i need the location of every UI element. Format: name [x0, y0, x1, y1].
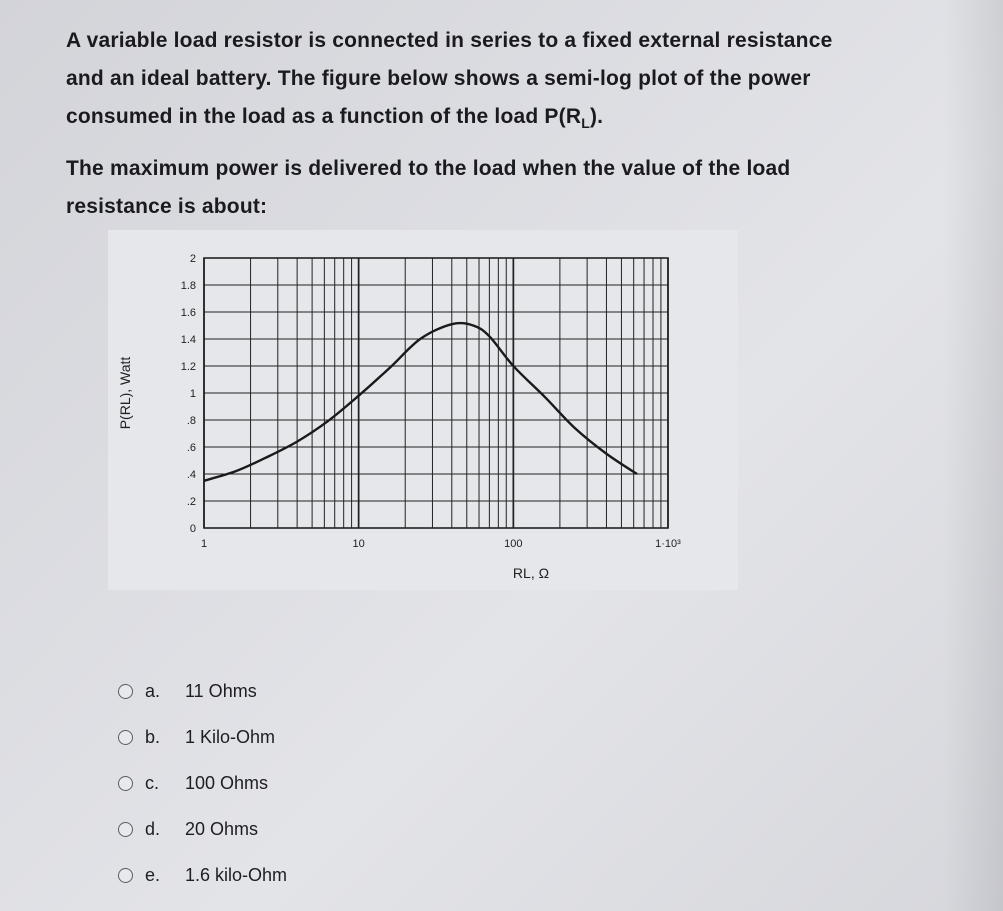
question-line-1: A variable load resistor is connected in series to a fixed external resistance	[66, 29, 833, 52]
question-line-3-subscript: L	[581, 115, 590, 132]
radio-icon[interactable]	[118, 684, 133, 699]
option-letter: b.	[145, 726, 161, 747]
y-tick-label: .6	[186, 442, 196, 454]
radio-icon[interactable]	[118, 776, 133, 791]
question-prompt-1: The maximum power is delivered to the load when the value of the load	[66, 157, 791, 181]
radio-icon[interactable]	[118, 822, 133, 837]
question-line-2: and an ideal battery. The figure below shows a semi-log plot of the power	[66, 67, 811, 90]
radio-icon[interactable]	[118, 730, 133, 745]
option-e[interactable]	[118, 852, 518, 898]
option-text: 20 Ohms	[185, 818, 259, 839]
y-tick-label: .4	[186, 469, 196, 481]
option-letter: d.	[145, 818, 161, 839]
question-line-3	[66, 98, 966, 142]
answer-options	[118, 668, 518, 898]
y-tick-label: 1	[189, 388, 196, 400]
y-tick-label: 1.2	[180, 361, 196, 373]
y-tick-label: .2	[186, 496, 196, 508]
power-plot-figure	[108, 230, 738, 590]
question-line-3-end: ).	[589, 105, 604, 128]
power-curve	[204, 323, 637, 481]
y-tick-label: 1.4	[180, 334, 196, 346]
x-tick-label: 100	[504, 538, 523, 550]
option-text: 1.6 kilo-Ohm	[185, 864, 288, 885]
option-d[interactable]	[118, 806, 518, 852]
question-line-3-text: consumed in the load as a function of the load P(R	[66, 105, 582, 128]
x-axis-label: RL, Ω	[512, 565, 550, 581]
x-tick-label: 1	[200, 538, 208, 550]
option-text: 100 Ohms	[185, 772, 269, 793]
option-text: 1 Kilo-Ohm	[185, 726, 276, 747]
radio-icon[interactable]	[118, 868, 133, 883]
option-letter: a.	[145, 680, 161, 701]
question-prompt-2: resistance is about:	[66, 195, 268, 219]
option-b[interactable]	[118, 714, 518, 760]
option-a[interactable]	[118, 668, 518, 714]
power-vs-load-chart	[108, 230, 738, 590]
y-axis-label: P(RL), Watt	[117, 356, 133, 430]
question-text	[66, 22, 966, 226]
option-c[interactable]	[118, 760, 518, 806]
y-tick-label: 1.8	[180, 280, 196, 292]
y-tick-label: .8	[186, 415, 196, 427]
option-letter: e.	[145, 864, 161, 885]
y-tick-label: 1.6	[180, 307, 196, 319]
option-letter: c.	[145, 772, 160, 793]
x-tick-label: 10	[352, 538, 365, 550]
option-text: 11 Ohms	[185, 680, 257, 701]
y-tick-label: 0	[189, 523, 196, 535]
x-tick-label: 1·10³	[655, 538, 681, 550]
y-tick-label: 2	[189, 253, 196, 265]
